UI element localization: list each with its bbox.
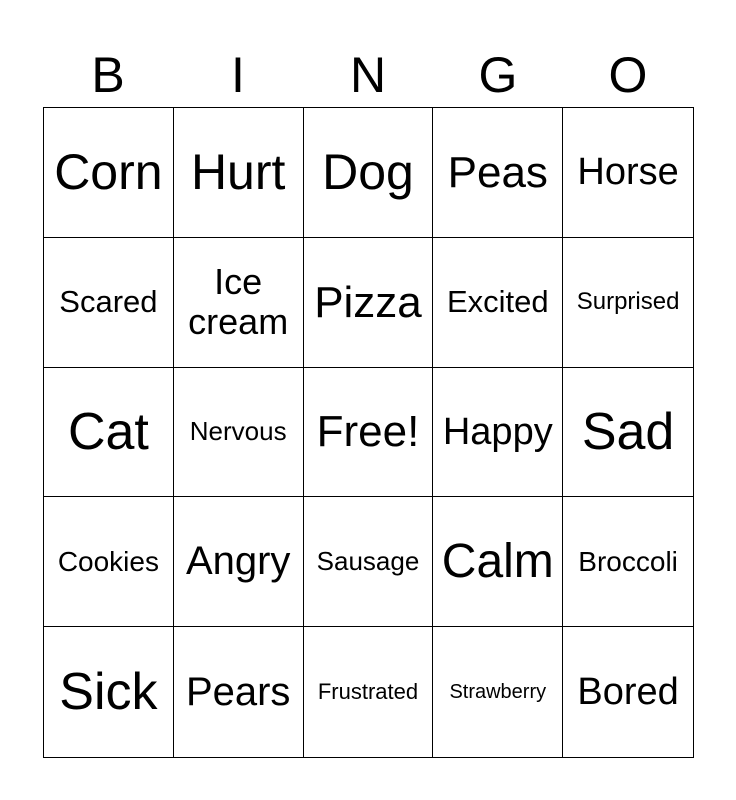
bingo-cell[interactable]: Cat xyxy=(44,368,174,498)
bingo-cell[interactable]: Ice cream xyxy=(174,238,304,368)
bingo-board xyxy=(43,107,694,758)
bingo-cell[interactable]: Bored xyxy=(577,670,679,713)
bingo-cell[interactable]: Strawberry xyxy=(433,627,563,757)
bingo-cell[interactable]: Peas xyxy=(433,108,563,238)
bingo-cell[interactable]: Hurt xyxy=(174,108,304,238)
bingo-cell[interactable]: Dog xyxy=(304,108,434,238)
bingo-cell[interactable]: Frustrated xyxy=(304,627,434,757)
bingo-cell[interactable]: Excited xyxy=(433,238,563,368)
bingo-cell[interactable]: Pizza xyxy=(304,238,434,368)
bingo-cell[interactable]: Sausage xyxy=(304,497,434,627)
bingo-cell[interactable]: Horse xyxy=(563,108,693,238)
header-letter-g: G xyxy=(478,47,518,103)
bingo-cell[interactable]: Surprised xyxy=(563,238,693,368)
header-letter-i: I xyxy=(231,47,245,103)
bingo-cell[interactable]: Sad xyxy=(563,368,693,498)
bingo-cell[interactable]: Angry xyxy=(174,497,304,627)
bingo-header xyxy=(43,44,693,106)
bingo-cell[interactable]: Broccoli xyxy=(563,497,693,627)
header-letter-n: N xyxy=(349,47,387,103)
header-letter-o: O xyxy=(608,47,648,103)
bingo-cell[interactable]: Cookies xyxy=(44,497,174,627)
bingo-cell[interactable]: Scared xyxy=(44,238,174,368)
bingo-cell[interactable]: Happy xyxy=(433,368,563,498)
bingo-cell[interactable]: Pears xyxy=(174,627,304,757)
bingo-cell[interactable]: Sick xyxy=(44,627,174,757)
bingo-cell[interactable]: Calm xyxy=(433,497,563,627)
bingo-cell[interactable]: Corn xyxy=(44,108,174,238)
free-space-cell: Free! xyxy=(304,368,434,498)
bingo-cell[interactable]: Nervous xyxy=(174,368,304,498)
header-letter-b: B xyxy=(91,47,125,103)
